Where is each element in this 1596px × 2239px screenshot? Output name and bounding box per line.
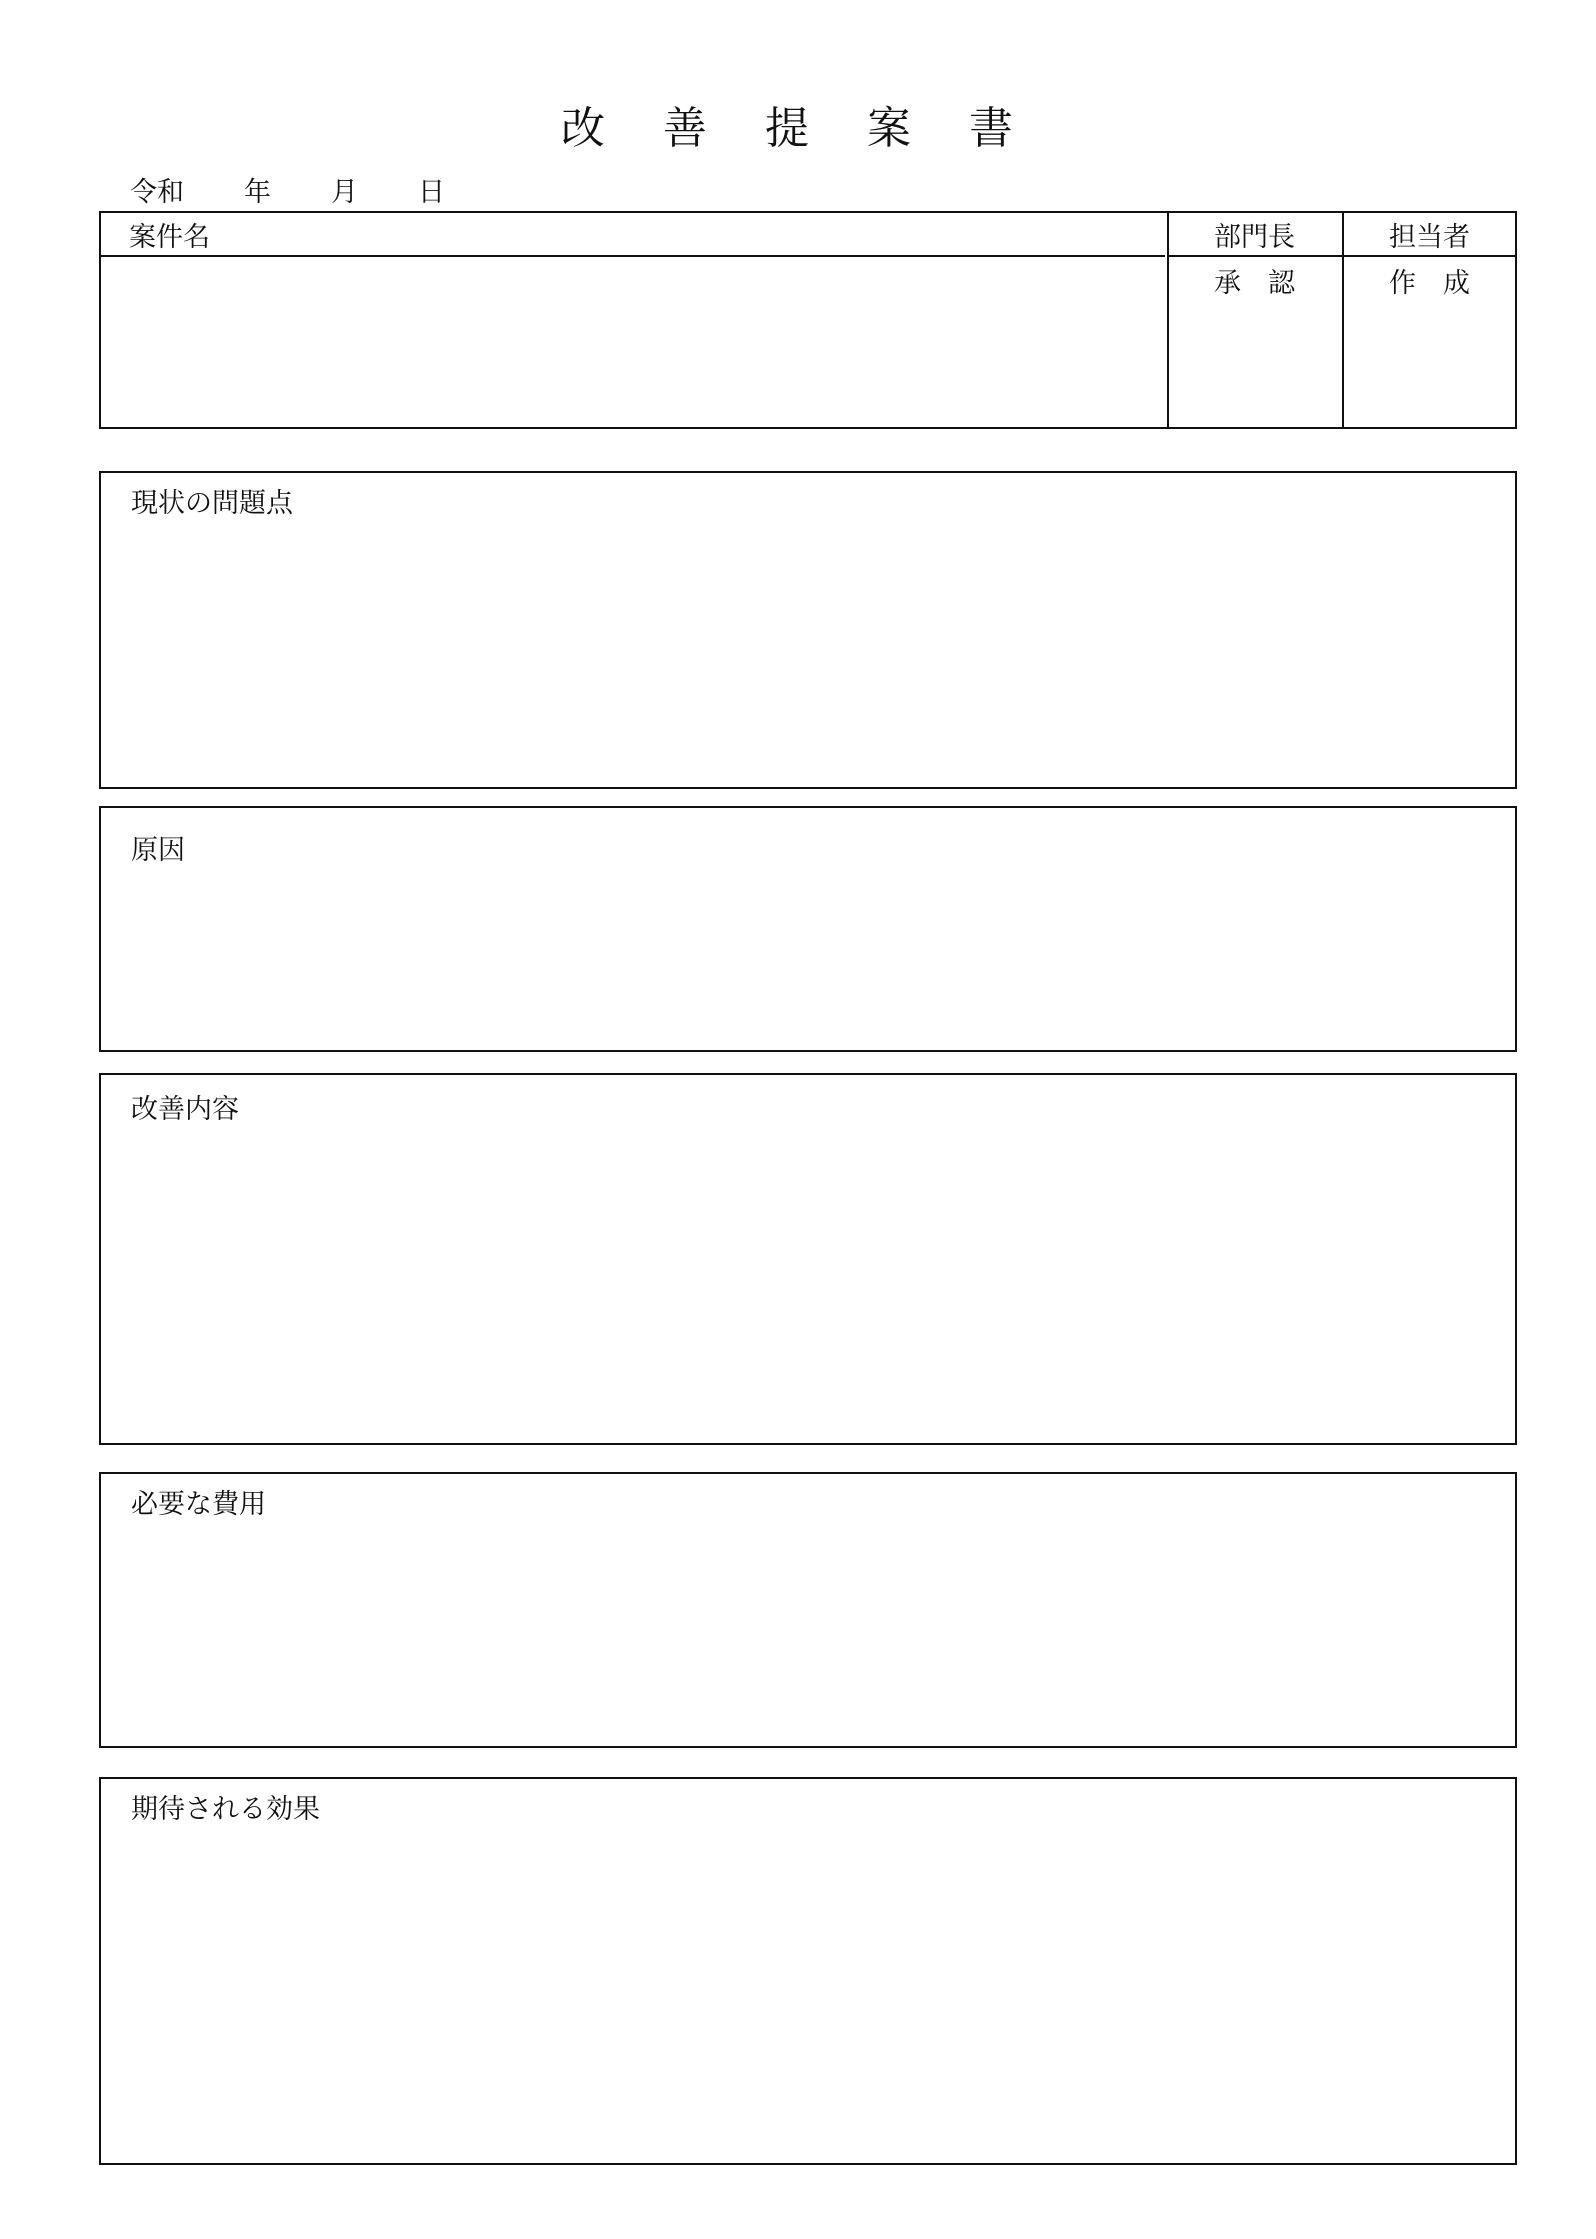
date-era: 令和	[130, 177, 184, 208]
section-cause-label: 原因	[131, 835, 185, 866]
section-improvement[interactable]	[99, 1073, 1517, 1445]
section-effect-label: 期待される効果	[131, 1794, 320, 1825]
section-cost[interactable]	[99, 1472, 1517, 1748]
staff-created-label: 作 成	[1389, 268, 1470, 299]
date-line	[130, 170, 445, 209]
section-effect[interactable]	[99, 1777, 1517, 2165]
section-cost-label: 必要な費用	[131, 1489, 266, 1520]
case-name-label: 案件名	[129, 222, 210, 253]
section-improvement-label: 改善内容	[131, 1094, 239, 1125]
date-year: 年	[244, 177, 271, 208]
section-problems[interactable]	[99, 471, 1517, 789]
section-problems-label: 現状の問題点	[131, 488, 293, 519]
dept-head-approval-label: 承 認	[1214, 268, 1295, 299]
date-day: 日	[418, 177, 445, 208]
dept-head-label: 部門長	[1214, 222, 1295, 253]
page-title: 改 善 提 案 書	[561, 103, 1035, 154]
row-divider	[101, 255, 1165, 257]
date-month: 月	[331, 177, 358, 208]
staff-label: 担当者	[1389, 222, 1470, 253]
row-divider	[1167, 255, 1515, 257]
header-table	[99, 211, 1517, 429]
section-cause[interactable]	[99, 806, 1517, 1052]
